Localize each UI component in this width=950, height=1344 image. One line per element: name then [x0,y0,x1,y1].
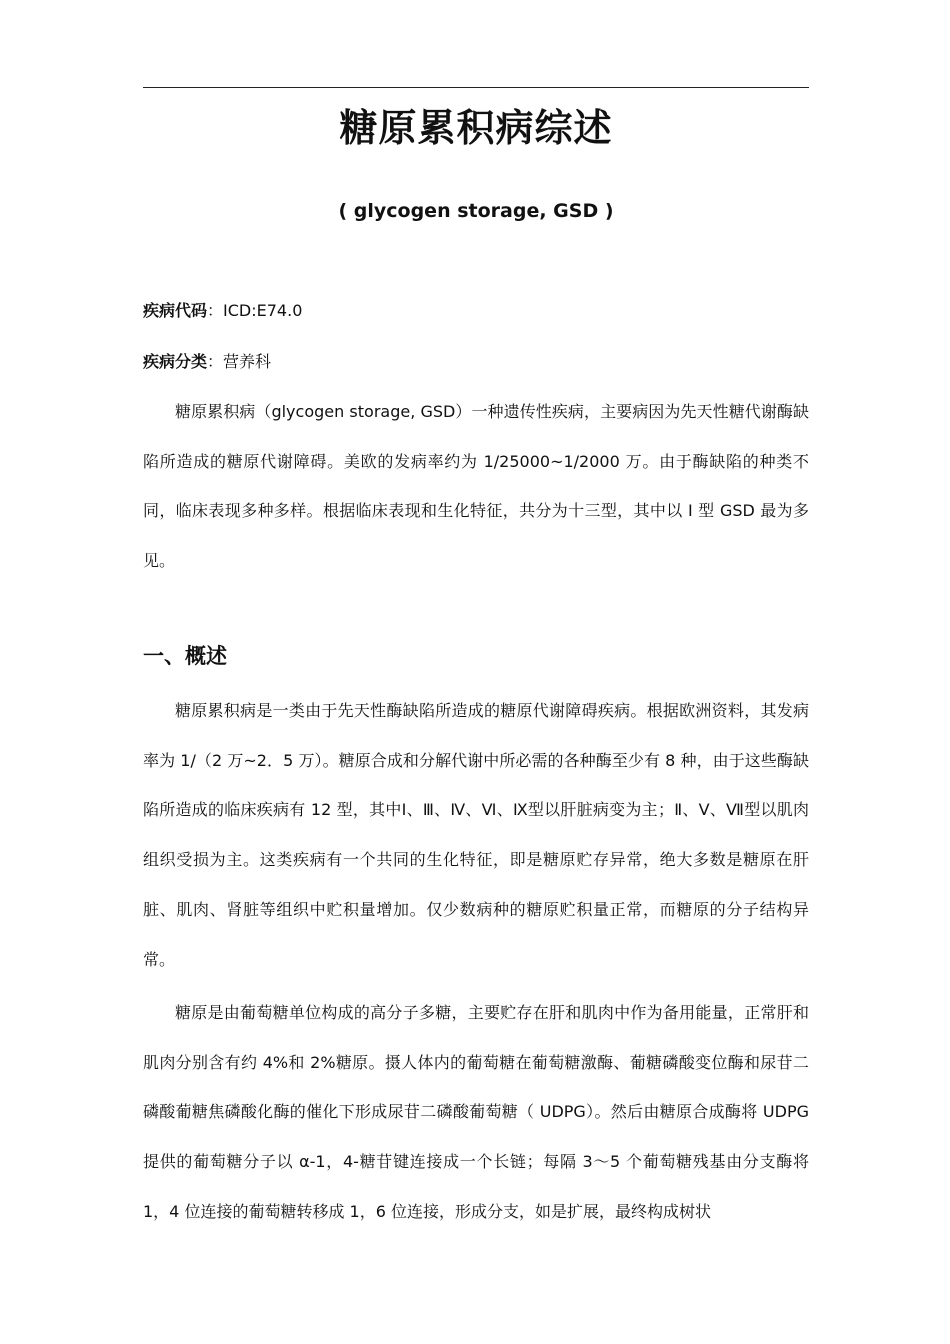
overview-paragraph-2: 糖原是由葡萄糖单位构成的高分子多糖，主要贮存在肝和肌肉中作为备用能量，正常肝和肌肉分别含有约 4%和 2%糖原。摄人体内的葡萄糖在葡萄糖激酶、葡糖磷酸变位酶和尿苷二磷酸葡糖焦磷酸化酶的催化下形成尿苷二磷酸葡萄糖（ UDPG）。然后由糖原合成酶将 UDPG 提供的葡萄糖分子以 α-1，4-糖苷键连接成一个长链；每隔 3～5 个葡萄糖残基由分支酶将 1，4 位连接的葡萄糖转移成 1，6 位连接，形成分支，如是扩展，最终构成树状 [143,1003,809,1221]
overview-paragraph-1: 糖原累积病是一类由于先天性酶缺陷所造成的糖原代谢障碍疾病。根据欧洲资料，其发病率为 1/（2 万~2．5 万）。糖原合成和分解代谢中所必需的各种酶至少有 8 种，由于这些酶缺陷所造成的临床疾病有 12 型，其中Ⅰ、Ⅲ、Ⅳ、Ⅵ、Ⅸ型以肝脏病变为主；Ⅱ、Ⅴ、Ⅶ型以肌肉组织受损为主。这类疾病有一个共同的生化特征，即是糖原贮存异常，绝大多数是糖原在肝脏、肌肉、肾脏等组织中贮积量增加。仅少数病种的糖原贮积量正常，而糖原的分子结构异常。 [143,701,809,969]
disease-category-label: 疾病分类 [143,352,208,371]
document-page [143,0,809,1344]
document-subtitle: ( glycogen storage, GSD ) [338,200,614,222]
document-title: 糖原累积病综述 [339,106,613,150]
header-rule [143,87,809,88]
intro-paragraph: 糖原累积病（glycogen storage, GSD）一种遗传性疾病，主要病因为先天性糖代谢酶缺陷所造成的糖原代谢障碍。美欧的发病率约为 1/25000~1/2000 万。由于酶缺陷的种类不同，临床表现多种多样。根据临床表现和生化特征，共分为十三型，其中以 I 型 GSD 最为多见。 [143,402,809,571]
disease-category-line [143,348,809,376]
disease-code-line [143,297,809,325]
disease-category-separator: ： [207,352,224,371]
section-heading-overview: 一、概述 [143,644,227,668]
disease-code-separator: ： [207,301,224,320]
disease-code-value: ICD:E74.0 [223,301,303,320]
disease-code-label: 疾病代码 [143,301,208,320]
disease-category-value: 营养科 [223,352,272,371]
